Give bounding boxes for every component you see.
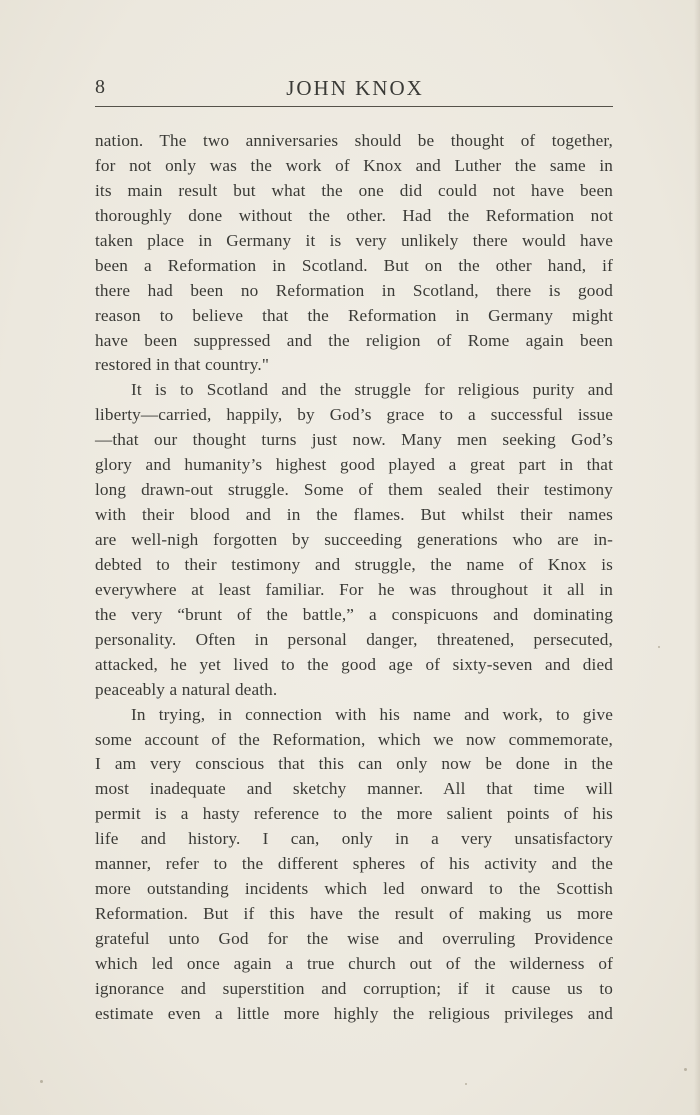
- text-line: with their blood and in the flames. But whilst their names: [95, 505, 613, 525]
- text-line: personality. Often in personal danger, threatened, persecuted,: [95, 629, 613, 649]
- paper-speck: [465, 1083, 467, 1085]
- text-line: are well-nigh forgotten by succeeding generations who are in-: [95, 530, 613, 549]
- text-line: the very “brunt of the battle,” a conspicuons and dominating: [95, 604, 613, 624]
- text-line: life and history. I can, only in a very unsatisfactory: [95, 829, 613, 849]
- text-line: more outstanding incidents which led onward to the Scottish: [95, 879, 613, 899]
- text-line: which led once again a true church out of the wilderness of: [95, 953, 613, 973]
- text-line: long drawn-out struggle. Some of them sealed their testimony: [95, 480, 613, 500]
- text-line: reason to believe that the Reformation in Germany might: [95, 305, 613, 325]
- text-line: permit is a hasty reference to the more salient points of his: [95, 804, 613, 824]
- text-line: liberty—carried, happily, by God’s grace to a successful issue: [95, 405, 613, 425]
- page-number: 8: [95, 76, 106, 98]
- text-line: for not only was the work of Knox and Luther the same in: [95, 155, 613, 175]
- text-line: —that our thought turns just now. Many men seeking God’s: [95, 430, 613, 450]
- header-rule: [95, 106, 613, 107]
- text-line: peaceably a natural death.: [95, 679, 278, 699]
- text-line: thoroughly done without the other. Had the Reformation not: [95, 205, 613, 225]
- text-line: glory and humanity’s highest good played a great part in that: [95, 455, 613, 475]
- text-line: debted to their testimony and struggle, the name of Knox is: [95, 554, 613, 574]
- text-line: most inadequate and sketchy manner. All that time will: [95, 779, 613, 799]
- text-line: everywhere at least familiar. For he was throughout it all in: [95, 579, 613, 599]
- page-header: [95, 76, 615, 104]
- text-line: estimate even a little more highly the religious privileges and: [95, 1003, 613, 1023]
- text-line: attacked, he yet lived to the good age of sixty-seven and died: [95, 654, 613, 674]
- page-edge-shadow: [694, 0, 700, 1115]
- text-line: its main result but what the one did could not have been: [95, 180, 613, 200]
- paper-speck: [40, 1080, 43, 1083]
- text-line: been a Reformation in Scotland. But on the other hand, if: [95, 255, 613, 275]
- text-line: grateful unto God for the wise and overruling Providence: [95, 929, 613, 948]
- text-line: taken place in Germany it is very unlikely there would have: [95, 230, 613, 250]
- running-title: JOHN KNOX: [286, 76, 424, 100]
- paper-speck: [658, 646, 660, 648]
- text-line: some account of the Reformation, which we now commemorate,: [95, 729, 613, 749]
- body-text: [95, 129, 613, 1027]
- text-line: In trying, in connection with his name and work, to give: [131, 704, 613, 724]
- text-line: there had been no Reformation in Scotland, there is good: [95, 280, 613, 300]
- text-line: restored in that country.": [95, 355, 269, 375]
- text-line: have been suppressed and the religion of Rome again been: [95, 330, 613, 350]
- text-line: ignorance and superstition and corruption; if it cause us to: [95, 978, 613, 998]
- text-line: manner, refer to the different spheres of his activity and the: [95, 854, 613, 874]
- text-line: nation. The two anniversaries should be thought of together,: [95, 131, 613, 150]
- text-line: I am very conscious that this can only now be done in the: [95, 754, 613, 774]
- text-line: Reformation. But if this have the result of making us more: [95, 904, 613, 924]
- paper-speck: [684, 1068, 687, 1071]
- text-line: It is to Scotland and the struggle for religious purity and: [131, 380, 613, 400]
